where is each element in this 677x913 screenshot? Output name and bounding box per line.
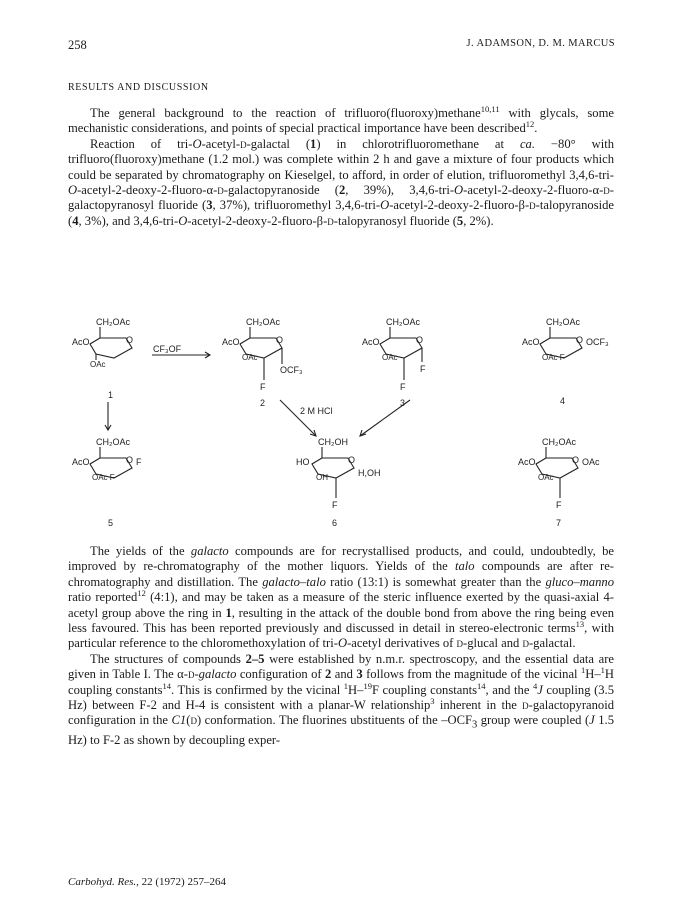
aco-label: AcO (518, 457, 536, 467)
paragraph: Reaction of tri-O-acetyl-d-galactal (1) in chlorotrifluoromethane at ca. −80° with trifluoro(fluoroxy)methane (1.2 mol.) was complete within 2 h and gave a mixture of four products which could be separated by chromatography on Kieselgel, to afford, in order of elution, trifluoromethyl 3,4,6-tri-O-acetyl-2-deoxy-2-fluoro-α-d-galactopyranoside (2, 39%), 3,4,6-tri-O-acetyl-2-deoxy-2-fluoro-α-d-galactopyranosyl fluoride (3, 37%), trifluoromethyl 3,4,6-tri-O-acetyl-2-deoxy-2-fluoro-β-d-talopyranoside (4, 3%), and 3,4,6-tri-O-acetyl-2-deoxy-2-fluoro-β-d-talopyranosyl fluoride (5, 2%). (68, 136, 615, 228)
page-number: 258 (68, 38, 87, 52)
paragraph: The yields of the galacto compounds are for recrystallised products, and could, undoubtedly, be improved by re-chromatography of the mother liquors. Yields of the talo compounds are after re-chromatography and distillation. The galacto–talo ratio (13:1) is somewhat greater than the gluco–manno ratio reported$^{12}$ (4:1), and may be taken as a measure of the steric influence exerted by the quasi-axial 4-acetyl group above the ring in 1, resulting in the attack of the double bond from above the ring being even less favoured. This has been reported previously and discussed in detail in stereo-electronic terms$^{13}$, with particular reference to the chloromethoxylation of tri-O-acetyl derivatives of d-glucal and d-galactal. (68, 544, 615, 651)
ch2oac-label: CH₂OAc (96, 317, 130, 327)
ring-oxygen-label: O (126, 335, 134, 345)
running-header (68, 38, 615, 54)
fluorine-label: F (400, 382, 406, 392)
fluorine-label: F (420, 364, 426, 374)
journal-footer (68, 876, 226, 888)
ch2oh-label: CH₂OH (318, 437, 348, 447)
ocf3-label: OCF₃ (586, 337, 609, 347)
compound-label-5: 5 (108, 518, 114, 528)
fluorine-label: F (136, 457, 142, 467)
paragraph: The general background to the reaction of trifluoro(fluoroxy)methane$^{10,11}$ with glycals, some mechanistic considerations, and points of special practical importance have been described$^{12}$. (68, 104, 614, 136)
ring-oxygen-label: O (276, 335, 284, 345)
aco-label: AcO (522, 337, 540, 347)
arrow-3-to-6 (360, 400, 410, 436)
oac-f-label: OAc F (542, 353, 565, 362)
compound-2-structure (222, 317, 303, 408)
ring-oxygen-label: O (348, 455, 356, 465)
compound-6-structure (296, 437, 381, 528)
body-text-bottom (68, 544, 614, 749)
journal-name: Carbohyd. Res., (68, 876, 139, 888)
ch2oac-label: CH₂OAc (542, 437, 576, 447)
paragraph: The structures of compounds 2–5 were established by n.m.r. spectroscopy, and the essential data are given in Table I. The α-d-galacto configuration of 2 and 3 follows from the magnitude of the vicinal $^1$H–$^1$H coupling constants$^{14}$. This is confirmed by the vicinal $^1$H–$^{19}$F coupling constants$^{14}$, and the $^4$J coupling (3.5 Hz) between F-2 and H-4 is consistent with a planar-W relationship$^3$ inherent in the d-galactopyranoid configuration in the C1(d) conformation. The fluorines ubstituents of the $-OCF_3$ group were coupled (J 1.5 Hz) to F-2 as shown by decoupling exper- (68, 651, 615, 748)
compound-label-6: 6 (332, 518, 338, 528)
compound-label-3: 3 (400, 398, 406, 408)
ring-oxygen-label: O (126, 455, 134, 465)
aco-label: AcO (72, 457, 90, 467)
compound-7-structure (518, 437, 600, 528)
compound-1-structure (72, 317, 133, 400)
compound-label-4: 4 (560, 396, 566, 406)
reagent-cf3of: CF₃OF (153, 344, 182, 354)
ch2oac-label: CH₂OAc (246, 317, 280, 327)
aco-label: AcO (362, 337, 380, 347)
oac-f-label: OAc F (92, 473, 115, 482)
aco-label: AcO (222, 337, 240, 347)
oac-label: OAc (90, 360, 106, 369)
compound-3-structure (362, 317, 426, 408)
body-text-top (68, 106, 614, 229)
ring-oxygen-label: O (576, 335, 584, 345)
oac-label: OAc (242, 353, 258, 362)
reaction-scheme (60, 308, 620, 533)
ring-oxygen-label: O (572, 455, 580, 465)
compound-label-7: 7 (556, 518, 562, 528)
fluorine-label: F (260, 382, 266, 392)
compound-5-structure (72, 437, 142, 528)
compound-label-2: 2 (260, 398, 266, 408)
oh-label: OH (316, 473, 328, 482)
ring-oxygen-label: O (416, 335, 424, 345)
running-authors: J. ADAMSON, D. M. MARCUS (466, 38, 615, 49)
ho-label: HO (296, 457, 310, 467)
compound-4-structure (522, 317, 609, 406)
ch2oac-label: CH₂OAc (96, 437, 130, 447)
aco-label: AcO (72, 337, 90, 347)
oac-label: OAc (538, 473, 554, 482)
compound-label-1: 1 (108, 390, 114, 400)
section-heading: RESULTS AND DISCUSSION (68, 82, 209, 93)
oac-label: OAc (582, 457, 600, 467)
h-oh-label: H,OH (358, 468, 381, 478)
journal-citation: 22 (1972) 257–264 (141, 876, 226, 888)
ch2oac-label: CH₂OAc (386, 317, 420, 327)
ocf3-label: OCF₃ (280, 365, 303, 375)
fluorine-label: F (332, 500, 338, 510)
fluorine-label: F (556, 500, 562, 510)
oac-label: OAc (382, 353, 398, 362)
reagent-hcl: 2 M HCl (300, 406, 333, 416)
ch2oac-label: CH₂OAc (546, 317, 580, 327)
